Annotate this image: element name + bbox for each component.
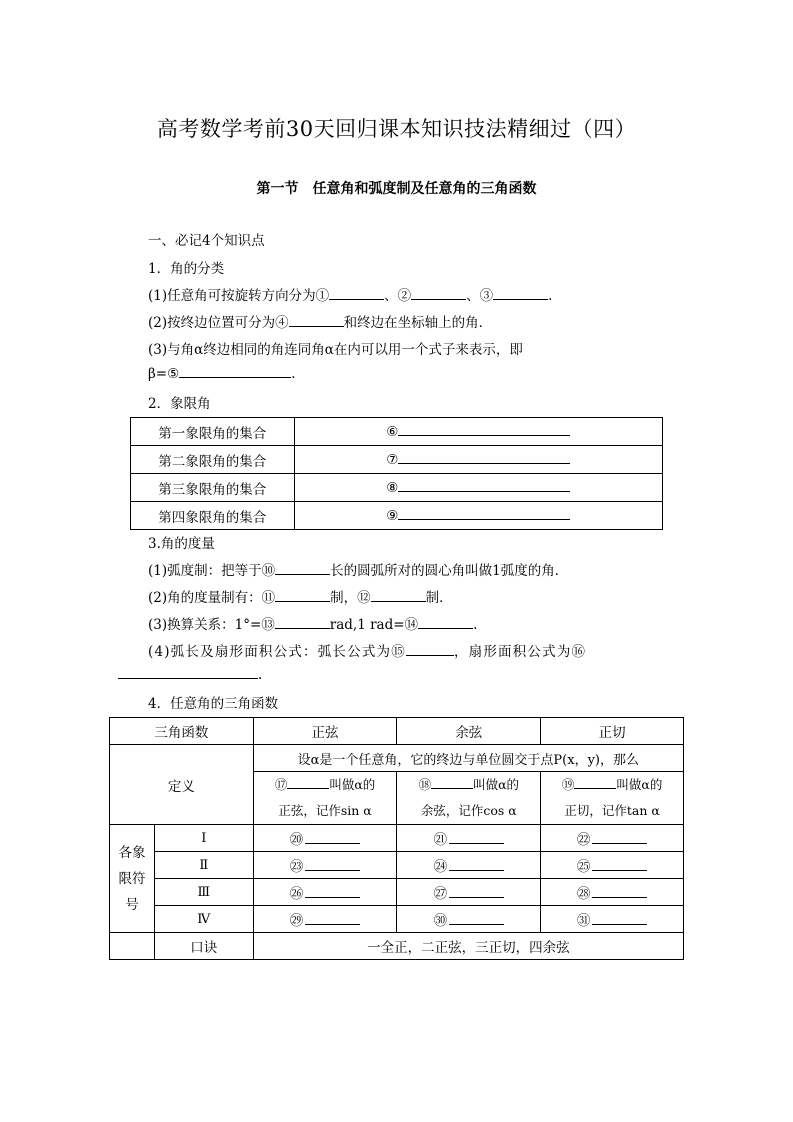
blank [305,885,360,898]
table-cell [110,933,155,960]
table-cell: Ⅰ [154,825,253,852]
blank [398,451,570,464]
text: 、③ [466,288,494,304]
table-cell [253,852,397,879]
circled-number: ㉙ [289,913,304,929]
heading-knowledge-points: 一、必记4个知识点 [148,233,265,249]
para-beta [148,365,296,382]
circled-number: ⑱ [418,777,432,792]
table-cell: 口诀 [154,933,253,960]
blank [592,831,647,844]
circled-number: ⑧ [386,480,399,496]
table-cell [397,825,541,852]
blank [179,365,291,378]
blank [592,885,647,898]
para-measure-systems [148,586,453,606]
table-cell: 设α是一个任意角，它的终边与单位圆交于点P(x，y)，那么 [253,745,683,772]
table-header-row [110,718,684,745]
para-rotation [148,284,552,304]
blank [371,589,426,602]
text: . [548,288,553,304]
text: 叫做α的 [329,777,376,792]
circled-number: ⑥ [386,424,399,440]
page-title: 高考数学考前30天回归课本知识技法精细过（四） [156,117,637,141]
blank [398,507,570,520]
text: 制，⑫ [330,590,371,606]
table-cell: 第四象限角的集合 [131,502,295,530]
circled-number: ㉛ [576,913,591,929]
table-cell: 第三象限角的集合 [131,474,295,502]
table-row [110,825,684,852]
table-cell [541,879,684,906]
blank [449,912,504,925]
table-row [110,879,684,906]
text: (4)弧长及扇形面积公式：弧长公式为⑮ [148,644,406,660]
text: rad,1 rad=⑭ [329,617,419,633]
text: β=⑤ [148,366,180,382]
table-cell [294,418,662,446]
blank [592,858,647,871]
para-terminal-side [148,311,492,331]
table-row [110,906,684,933]
blank [329,287,384,300]
table-cell [110,825,155,933]
heading-quadrant-angles: 2．象限角 [148,396,211,412]
table-cell [253,772,397,825]
table-row [131,446,663,474]
blank [305,831,360,844]
para-arc-formula-end [118,666,262,683]
text: (3)换算关系：1°=⑬ [148,617,275,633]
circled-number: ㉒ [576,832,591,848]
table-cell [294,446,662,474]
table-cell: Ⅳ [154,906,253,933]
table-header: 三角函数 [110,718,254,745]
blank [275,589,330,602]
blank [398,479,570,492]
heading-angle-classification: 1．角的分类 [148,261,225,277]
table-cell [541,852,684,879]
blank [418,616,473,629]
text: 正弦，记作sin α [278,803,372,818]
table-row [110,852,684,879]
table-cell [541,906,684,933]
blank [411,287,466,300]
para-arc-formula [148,640,676,660]
table-cell [397,772,541,825]
heading-angle-measure: 3.角的度量 [148,536,215,552]
text: 制． [425,590,453,606]
circled-number: ㉘ [576,886,591,902]
text: . [473,617,478,633]
table-header: 正切 [541,718,684,745]
text: 各象 [118,844,146,861]
text: 限符 [118,870,146,887]
circled-number: ⑦ [386,452,399,468]
table-cell [253,906,397,933]
blank [275,562,330,575]
text: (2)角的度量制有：⑪ [148,590,276,606]
circled-number: ⑰ [274,777,288,792]
blank [398,423,570,436]
text: 余弦，记作cos α [420,803,517,818]
text: (1)弧度制：把等于⑩ [148,563,276,579]
blank [305,912,360,925]
heading-trig-functions: 4．任意角的三角函数 [148,696,279,712]
table-cell: 一全正，二正弦，三正切，四余弦 [253,933,683,960]
text: . [258,667,263,683]
para-coterminal: (3)与角α终边相同的角连同角α在内可以用一个式子来表示，即 [148,342,523,358]
table-cell [541,825,684,852]
table-cell: 第一象限角的集合 [131,418,295,446]
table-cell [397,852,541,879]
table-row [131,418,663,446]
table-cell [397,879,541,906]
blank [449,885,504,898]
text: (1)任意角可按旋转方向分为① [148,288,330,304]
blank [289,314,344,327]
circled-number: ㉔ [433,859,448,875]
blank [449,831,504,844]
text: 叫做α的 [473,777,520,792]
circled-number: ⑨ [386,508,399,524]
blank [406,643,454,656]
table-row [131,502,663,530]
blank [574,776,616,789]
circled-number: ㉖ [289,886,304,902]
para-conversion [148,613,477,633]
text: 叫做α的 [616,777,663,792]
blank [449,858,504,871]
text: 、② [384,288,412,304]
circled-number: ㉕ [576,859,591,875]
table-cell: Ⅲ [154,879,253,906]
para-radian [148,559,568,579]
table-cell [253,879,397,906]
circled-number: ㉚ [433,913,448,929]
blank [287,776,329,789]
blank [118,666,258,679]
table-cell [294,502,662,530]
quadrant-table [130,417,663,530]
text: 号 [125,896,139,913]
text: (2)按终边位置可分为④ [148,315,289,331]
text: . [291,366,296,382]
blank [493,287,548,300]
table-cell [253,825,397,852]
table-cell: 定义 [110,745,254,825]
text: 长的圆弧所对的圆心角叫做1弧度的角． [330,563,569,579]
table-cell: 第二象限角的集合 [131,446,295,474]
text: 正切，记作tan α [564,803,660,818]
table-cell [541,772,684,825]
table-row [110,745,684,772]
circled-number: ㉓ [289,859,304,875]
circled-number: ⑳ [289,832,304,848]
table-header: 余弦 [397,718,541,745]
text: 和终边在坐标轴上的角． [343,315,493,331]
circled-number: ㉑ [433,832,448,848]
blank [592,912,647,925]
circled-number: ⑲ [561,777,575,792]
trig-table [109,717,684,960]
text: ，扇形面积公式为⑯ [453,644,587,660]
table-cell: Ⅱ [154,852,253,879]
table-cell [397,906,541,933]
blank [275,616,330,629]
table-header: 正弦 [253,718,397,745]
circled-number: ㉗ [433,886,448,902]
table-row [131,474,663,502]
table-cell [294,474,662,502]
blank [431,776,473,789]
table-row [110,933,684,960]
section-title: 第一节 任意角和弧度制及任意角的三角函数 [256,181,537,197]
blank [305,858,360,871]
